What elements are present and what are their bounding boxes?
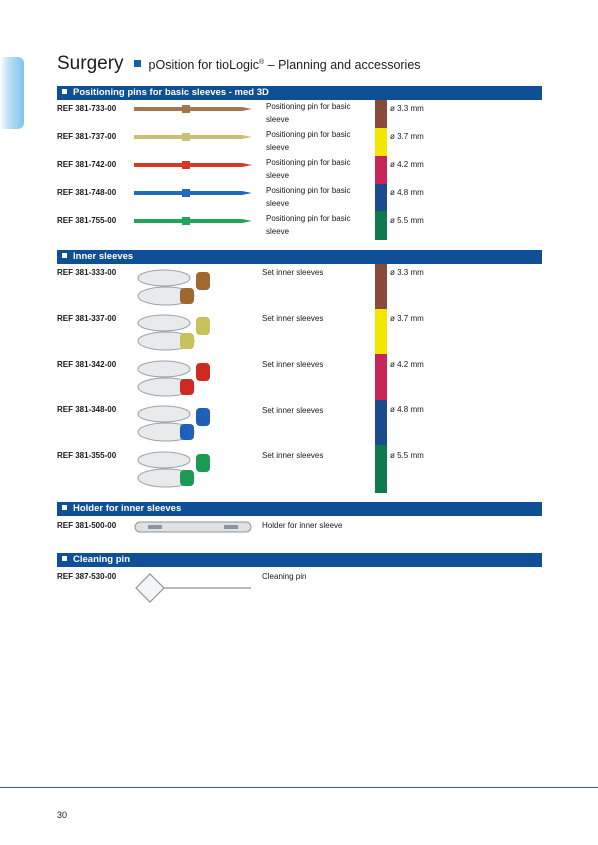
ref-number: REF 381-337-00 (57, 314, 117, 323)
section-bar-sleeves (57, 250, 542, 264)
ref-number: REF 381-333-00 (57, 268, 117, 277)
cleaning-pin-image (134, 572, 252, 604)
diameter: ø 5.5 mm (390, 216, 424, 225)
positioning-pin-image (134, 103, 252, 115)
ref-number: REF 381-733-00 (57, 104, 117, 113)
color-swatch (375, 309, 387, 354)
subtitle-reg-mark: ® (259, 58, 265, 66)
positioning-pin-image (134, 187, 252, 199)
section-label: Cleaning pin (73, 554, 130, 565)
color-swatch (375, 211, 387, 240)
description: Positioning pin for basic sleeve (266, 214, 351, 236)
description: Cleaning pin (262, 572, 307, 581)
description: Set inner sleeves (262, 360, 324, 369)
color-swatch (375, 100, 387, 128)
diameter: ø 4.8 mm (390, 188, 424, 197)
title-bullet-icon (134, 60, 141, 67)
description: Positioning pin for basic sleeve (266, 130, 351, 152)
holder-image (134, 519, 252, 535)
section-bar-cleaning (57, 553, 542, 567)
inner-sleeve-set-image (134, 266, 218, 312)
section-title: Surgery (57, 53, 124, 74)
diameter: ø 4.2 mm (390, 160, 424, 169)
color-swatch (375, 264, 387, 309)
subtitle-main: pOsition for tioLogic (148, 58, 260, 72)
pin-collar (182, 105, 190, 113)
description: Set inner sleeves (262, 406, 324, 415)
description: Positioning pin for basic sleeve (266, 158, 351, 180)
bullet-icon (62, 505, 67, 510)
inner-sleeve-set-image (134, 448, 218, 494)
color-swatch (375, 400, 387, 445)
pin-tip (190, 107, 252, 111)
description: Set inner sleeves (262, 451, 324, 460)
positioning-pin-image (134, 131, 252, 143)
ref-number: REF 381-742-00 (57, 160, 117, 169)
diameter: ø 4.2 mm (390, 360, 424, 369)
ref-number: REF 381-500-00 (57, 521, 117, 530)
color-swatch (375, 128, 387, 156)
description: Set inner sleeves (262, 268, 324, 277)
ref-number: REF 381-755-00 (57, 216, 117, 225)
description: Set inner sleeves (262, 314, 324, 323)
pin-shaft (134, 107, 184, 111)
ref-number: REF 381-737-00 (57, 132, 117, 141)
subtitle (149, 58, 421, 72)
inner-sleeve-set-image (134, 357, 218, 403)
section-bar-pins (57, 86, 542, 100)
chapter-tab (0, 57, 24, 129)
subtitle-rest: – Planning and accessories (264, 58, 421, 72)
positioning-pin-image (134, 159, 252, 171)
ref-number: REF 387-530-00 (57, 572, 117, 581)
diameter: ø 3.7 mm (390, 314, 424, 323)
section-label: Holder for inner sleeves (73, 503, 182, 514)
bullet-icon (62, 89, 67, 94)
color-swatch (375, 354, 387, 400)
ref-number: REF 381-348-00 (57, 405, 117, 414)
section-bar-holder (57, 502, 542, 516)
positioning-pin-image (134, 215, 252, 227)
diameter: ø 5.5 mm (390, 451, 424, 460)
inner-sleeve-set-image (134, 311, 218, 357)
ref-number: REF 381-355-00 (57, 451, 117, 460)
ref-number: REF 381-748-00 (57, 188, 117, 197)
inner-sleeve-set-image (134, 402, 218, 448)
diameter: ø 3.3 mm (390, 268, 424, 277)
description: Positioning pin for basic sleeve (266, 186, 351, 208)
ref-number: REF 381-342-00 (57, 360, 117, 369)
color-swatch (375, 156, 387, 184)
bullet-icon (62, 556, 67, 561)
section-label: Inner sleeves (73, 251, 134, 262)
bullet-icon (62, 253, 67, 258)
page-number: 30 (57, 810, 68, 820)
description: Positioning pin for basic sleeve (266, 102, 351, 124)
section-label: Positioning pins for basic sleeves - med 3D (73, 87, 269, 98)
diameter: ø 4.8 mm (390, 405, 424, 414)
footer-divider (0, 787, 598, 788)
description: Holder for inner sleeve (262, 521, 343, 530)
color-swatch (375, 184, 387, 211)
diameter: ø 3.3 mm (390, 104, 424, 113)
page-title (57, 53, 421, 75)
diameter: ø 3.7 mm (390, 132, 424, 141)
color-swatch (375, 445, 387, 493)
